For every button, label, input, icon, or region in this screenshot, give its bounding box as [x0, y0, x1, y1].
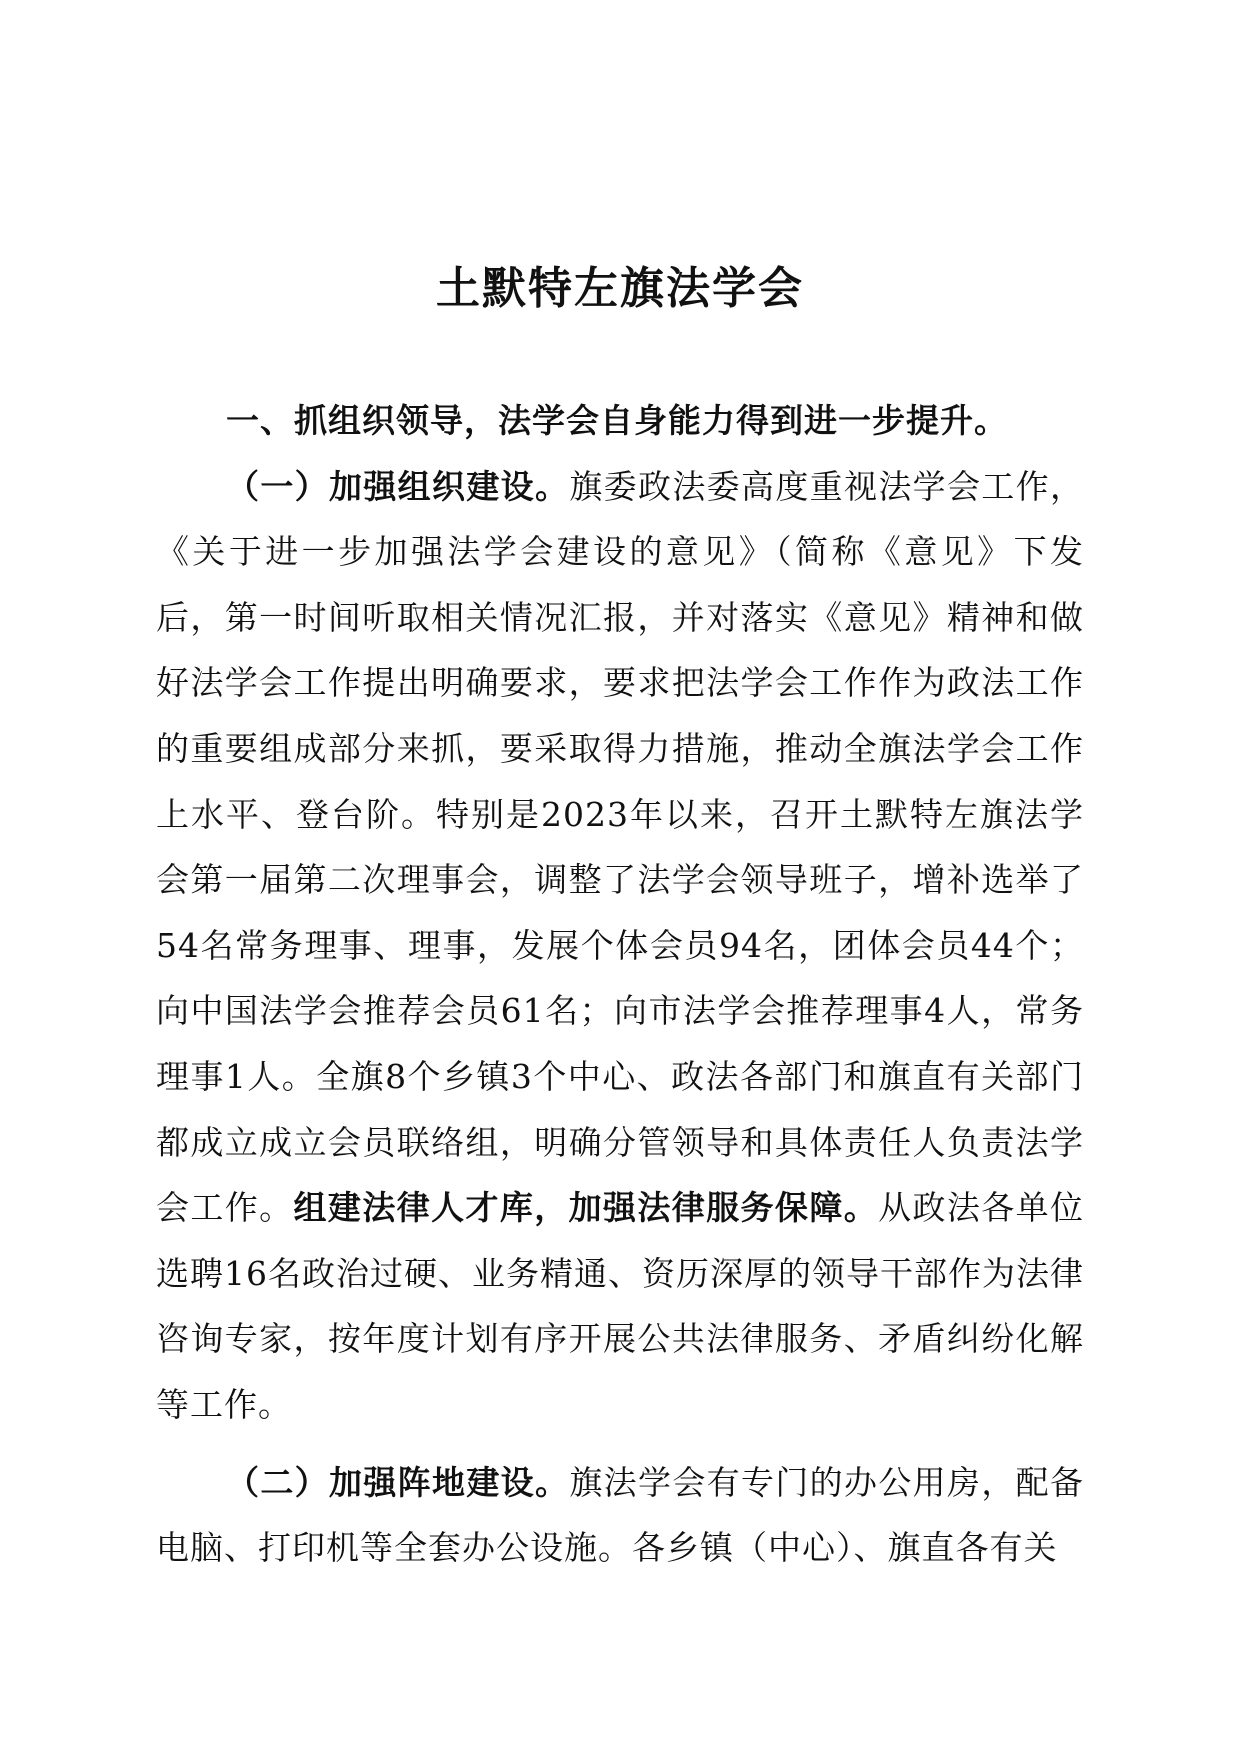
- document-body: [156, 388, 1084, 1581]
- paragraph-organization: [156, 454, 1084, 1438]
- paragraph-text: 旗法学会有专门的办公用房，配备电脑、打印机等全套办公设施。各乡镇（中心）、旗直各有关: [156, 1462, 1085, 1568]
- paragraph-facilities: [156, 1450, 1084, 1581]
- paragraph-text: 旗委政法委高度重视法学会工作，《关于进一步加强法学会建设的意见》（简称《意见》下发后，第一时间听取相关情况汇报，并对落实《意见》精神和做好法学会工作提出明确要求，要求把法学会工作作为政法工作的重要组成部分来抓，要采取得力措施，推动全旗法学会工作上水平、登台阶。特别是2023年以来，召开土默特左旗法学会第一届第二次理事会，调整了法学会领导班子，增补选举了54名常务理事、理事，发展个体会员94名，团体会员44个；向中国法学会推荐会员61名；向市法学会推荐理事4人，常务理事1人。全旗8个乡镇3个中心、政法各部门和旗直有关部门都成立成立会员联络组，明确分管领导和具体责任人负责法学会工作。: [156, 466, 1085, 1228]
- paragraph-bold-sentence: 组建法律人才库，加强法律服务保障。: [293, 1188, 879, 1228]
- section-heading: 一、抓组织领导，法学会自身能力得到进一步提升。: [226, 401, 1008, 440]
- paragraph-lead: （一）加强组织建设。: [226, 466, 570, 506]
- document-title: 土默特左旗法学会: [436, 263, 804, 314]
- paragraph-text: 从政法各单位选聘16名政治过硬、业务精通、资历深厚的领导干部作为法律咨询专家，按年度计划有序开展公共法律服务、矛盾纠纷化解等工作。: [156, 1188, 1085, 1424]
- paragraph-lead: （二）加强阵地建设。: [226, 1462, 570, 1502]
